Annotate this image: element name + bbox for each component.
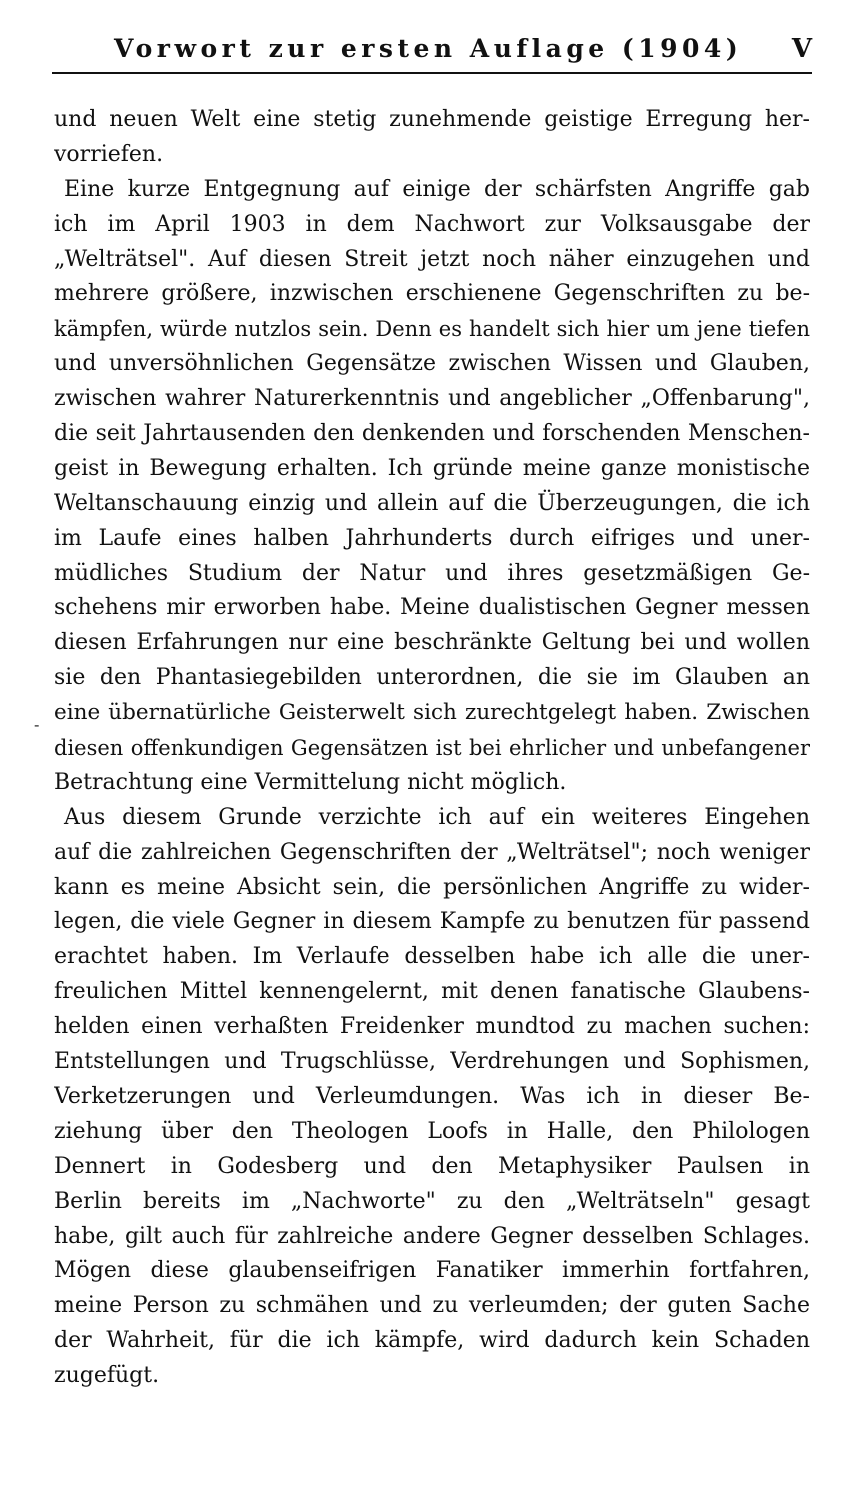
text-line: kann es meine Absicht sein, die persönlichen Angriffe zu wider- bbox=[54, 874, 810, 900]
text-line: im Laufe eines halben Jahrhunderts durch eifriges und uner- bbox=[54, 525, 810, 551]
body-text bbox=[54, 103, 810, 1394]
text-line: und unversöhnlichen Gegensätze zwischen Wissen und Glauben, bbox=[54, 351, 810, 377]
paragraph-first-line: Eine kurze Entgegnung auf einige der schärfsten Angriffe gab bbox=[64, 176, 810, 202]
text-line: zwischen wahrer Naturerkenntnis und angeblicher „Offenbarung", bbox=[54, 386, 810, 412]
text-line: habe, gilt auch für zahlreiche andere Gegner desselben Schlages. bbox=[54, 1223, 810, 1249]
text-line: ziehung über den Theologen Loofs in Halle, den Philologen bbox=[54, 1118, 810, 1144]
text-line: und neuen Welt eine stetig zunehmende geistige Erregung her- bbox=[54, 107, 810, 132]
text-line: der Wahrheit, für die ich kämpfe, wird dadurch kein Schaden bbox=[54, 1328, 810, 1354]
text-line: Dennert in Godesberg und den Metaphysiker Paulsen in bbox=[54, 1153, 810, 1179]
text-line: schehens mir erworben habe. Meine dualistischen Gegner messen bbox=[54, 595, 810, 621]
text-line: legen, die viele Gegner in diesem Kampfe zu benutzen für passend bbox=[54, 909, 810, 935]
text-line: „Welträtsel". Auf diesen Streit jetzt noch näher einzugehen und bbox=[54, 246, 810, 272]
text-line: Mögen diese glaubenseifrigen Fanatiker immerhin fortfahren, bbox=[54, 1258, 810, 1284]
text-line: helden einen verhaßten Freidenker mundtod zu machen suchen: bbox=[54, 1014, 810, 1040]
running-header bbox=[52, 28, 812, 74]
text-line: geist in Bewegung erhalten. Ich gründe meine ganze monistische bbox=[54, 455, 810, 481]
text-line: zugefügt. bbox=[54, 1363, 160, 1389]
text-line: meine Person zu schmähen und zu verleumden; der guten Sache bbox=[54, 1293, 810, 1319]
text-line: diesen Erfahrungen nur eine beschränkte Geltung bei und wollen bbox=[54, 630, 810, 656]
text-line: Weltanschauung einzig und allein auf die Überzeugungen, die ich bbox=[54, 490, 810, 516]
text-line: mehrere größere, inzwischen erschienene Gegenschriften zu be- bbox=[54, 281, 810, 307]
text-line: müdliches Studium der Natur und ihres gesetzmäßigen Ge- bbox=[54, 560, 810, 586]
text-line: erachtet haben. Im Verlaufe desselben habe ich alle die uner- bbox=[54, 944, 810, 970]
text-line: Verketzerungen und Verleumdungen. Was ich in dieser Be- bbox=[54, 1083, 810, 1109]
page-number: V bbox=[791, 34, 812, 64]
text-line: Berlin bereits im „Nachworte" zu den „Welträtseln" gesagt bbox=[54, 1188, 810, 1214]
text-line: ich im April 1903 in dem Nachwort zur Volksausgabe der bbox=[54, 211, 810, 237]
text-line: auf die zahlreichen Gegenschriften der „Welträtsel"; noch weniger bbox=[54, 839, 810, 865]
text-line: kämpfen, würde nutzlos sein. Denn es handelt sich hier um jene tiefen bbox=[54, 317, 810, 342]
text-line: die seit Jahrtausenden den denkenden und forschenden Menschen- bbox=[54, 421, 810, 447]
text-line: diesen offenkundigen Gegensätzen ist bei ehrlicher und unbefangener bbox=[54, 736, 810, 761]
paragraph-first-line: Aus diesem Grunde verzichte ich auf ein weiteres Eingehen bbox=[64, 804, 810, 830]
text-line: freulichen Mittel kennengelernt, mit denen fanatische Glaubens- bbox=[54, 979, 810, 1005]
text-line: sie den Phantasiegebilden unterordnen, die sie im Glauben an bbox=[54, 665, 810, 691]
running-title: Vorwort zur ersten Auflage (1904) bbox=[114, 34, 743, 63]
margin-mark: - bbox=[34, 715, 40, 734]
text-line: eine übernatürliche Geisterwelt sich zurechtgelegt haben. Zwischen bbox=[54, 700, 810, 726]
text-line: vorriefen. bbox=[54, 141, 164, 167]
text-line: Entstellungen und Trugschlüsse, Verdrehungen und Sophismen, bbox=[54, 1049, 810, 1075]
text-line: Betrachtung eine Vermittelung nicht möglich. bbox=[54, 769, 567, 795]
